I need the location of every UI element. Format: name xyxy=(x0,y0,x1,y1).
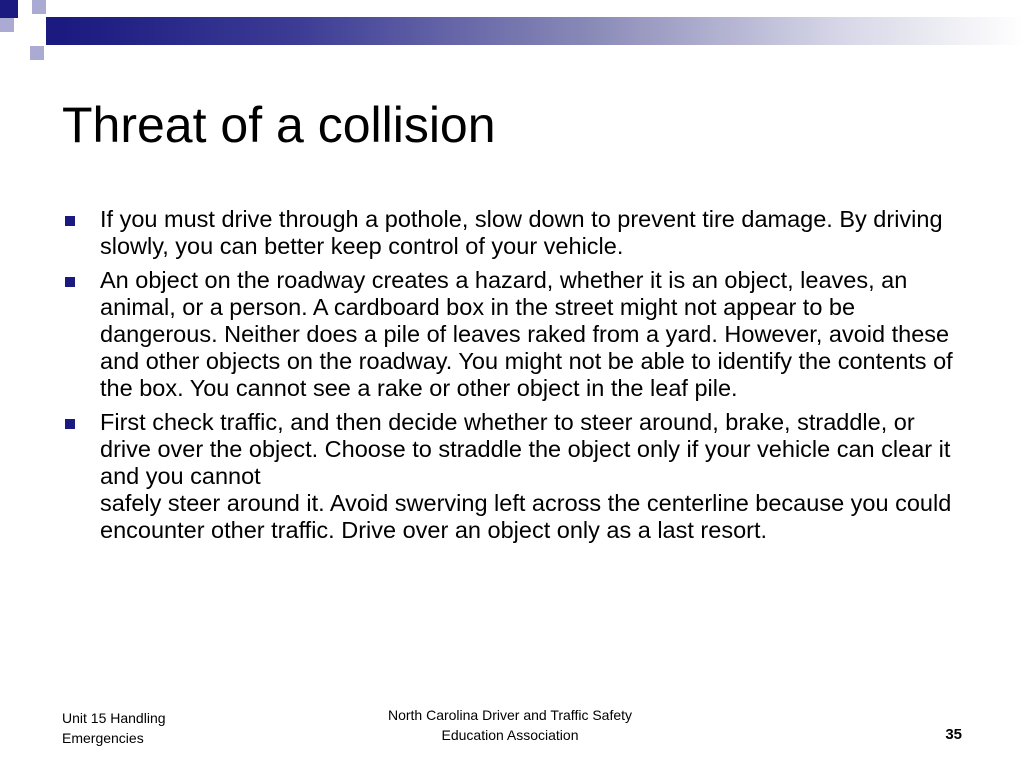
page-number: 35 xyxy=(945,726,962,743)
bullet-text: If you must drive through a pothole, slow down to prevent tire damage. By driving slowly, you can better keep control of your vehicle. xyxy=(100,206,943,259)
slide-title: Threat of a collision xyxy=(62,97,496,153)
header-gradient-bar xyxy=(62,17,1024,45)
footer-unit-label: Unit 15 Handling Emergencies xyxy=(62,710,166,746)
header-decoration-square xyxy=(46,0,62,16)
header-decoration-square xyxy=(46,17,62,45)
bullet-square-icon xyxy=(65,277,75,287)
header-decoration-square xyxy=(30,32,44,46)
bullet-item xyxy=(62,409,962,544)
header-decoration-square xyxy=(32,0,46,14)
bullet-item xyxy=(62,206,962,260)
header-decoration-square xyxy=(0,0,18,18)
bullet-item xyxy=(62,267,962,402)
header-decoration-square xyxy=(30,46,44,60)
bullet-text: An object on the roadway creates a hazard, whether it is an object, leaves, an animal, or a person. A cardboard box in the street might not appear to be dangerous. Neither does a pile of leaves raked from a yard. However, avoid these and other objects on the roadway. You might not be able to identify the contents of the box. You cannot see a rake or other object in the leaf pile. xyxy=(100,267,953,401)
header-decoration-square xyxy=(18,0,32,14)
bullet-square-icon xyxy=(65,419,75,429)
footer-organization: North Carolina Driver and Traffic Safety Education Association xyxy=(387,707,633,743)
bullet-list xyxy=(62,206,962,551)
bullet-text: First check traffic, and then decide whether to steer around, brake, straddle, or drive over the object. Choose to straddle the object only if your vehicle can clear it and you cannot safely steer around it. Avoid swerving left across the centerline because you could encounter other traffic. Drive over an object only as a last resort. xyxy=(100,409,952,543)
header-decoration-square xyxy=(14,18,28,32)
bullet-square-icon xyxy=(65,216,75,226)
header-decoration-square xyxy=(0,18,14,32)
